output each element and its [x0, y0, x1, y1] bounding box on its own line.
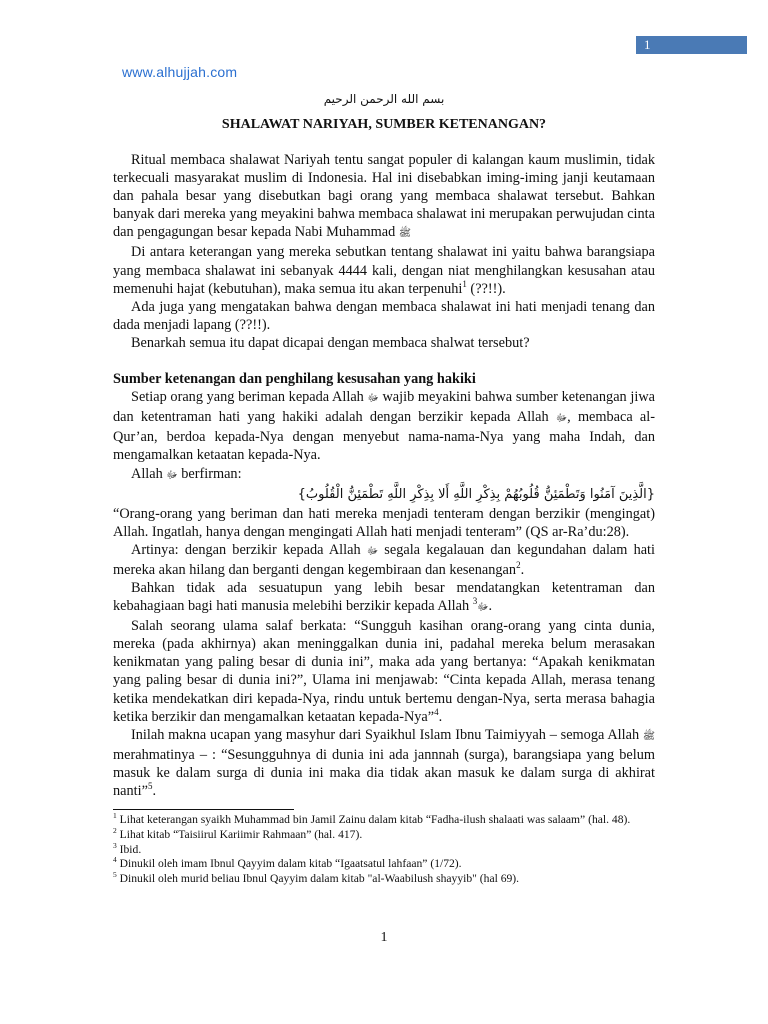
- footnote-ref-3[interactable]: 3: [472, 596, 478, 607]
- paragraph-6: Allah ﷻ berfirman:: [131, 465, 242, 482]
- section-heading: Sumber ketenangan dan penghilang kesusahan yang hakiki: [113, 371, 476, 388]
- document-title: SHALAWAT NARIYAH, SUMBER KETENANGAN?: [221, 117, 547, 132]
- quran-verse-translation: “Orang-orang yang beriman dan hati mereka menjadi tenteram dengan berzikir (mengingat) Allah. Ingatlah, hanya dengan mengingati Allah hati menjadi tenteram” (QS ar-Ra’du:28).: [113, 505, 655, 540]
- site-url-link[interactable]: www.alhujjah.com: [122, 64, 238, 80]
- honorific-icon: ﷺ: [398, 228, 411, 240]
- paragraph-9: Salah seorang ulama salaf berkata: “Sungguh kasihan orang-orang yang cinta dunia, mereka (pada akhirnya) akan meninggalkan dunia ini, padahal mereka belum merasakan kenikmatan yang paling besar di dunia ini”, maka ada yang bertanya: “Apakah kenikmatan yang paling besar di dunia ini?”, Ulama ini menjawab: “Cinta kepada Allah, merasa tenang ketika mendekatkan diri kepada-Nya, rindu untuk bertemu dengan-Nya, serta merasa bahagia ketika berzikir dan mengamalkan ketaatan kepada-Nya”$^4$.: [113, 618, 655, 725]
- paragraph-10: Inilah makna ucapan yang masyhur dari Syaikhul Islam Ibnu Taimiyyah – semoga Allah ﷺ merahmatinya – : “Sesungguhnya di dunia ini ada jannnah (surga), barangsiapa yang belum masuk ke dalam surga di dunia ini maka dia tidak akan masuk ke dalam surga di akhirat nanti”$^5$.: [113, 726, 655, 799]
- paragraph-7: Artinya: dengan berzikir kepada Allah ﷻ segala kegalauan dan kegundahan dalam hati mereka akan hilang dan berganti dengan kegembiraan dan kesenangan$^2$.: [113, 541, 656, 578]
- footnote-4: $^4$ Dinukil oleh imam Ibnul Qayyim dalam kitab “Igaatsatul lahfaan” (1/72).: [113, 855, 462, 871]
- footnote-ref-4[interactable]: 4: [434, 706, 439, 717]
- footnote-ref-1[interactable]: 1: [462, 278, 467, 289]
- quran-verse-arabic: {الَّذِينَ آمَنُوا وَتَطْمَئِنُّ قُلُوبُهُمْ بِذِكْرِ اللَّهِ أَلا بِذِكْرِ اللَّهِ تَطْمَئِنُّ الْقُلُوبُ}: [297, 486, 655, 502]
- page-number-badge: 1: [636, 36, 747, 54]
- footnote-3: $^3$ Ibid.: [113, 840, 142, 856]
- footnote-2: $^2$ Lihat kitab “Taisiirul Kariimir Rahmaan” (hal. 417).: [113, 825, 363, 841]
- document-body: [113, 151, 655, 800]
- honorific-icon: ﷻ: [366, 545, 379, 557]
- honorific-icon: ﷻ: [555, 413, 568, 425]
- paragraph-8: Bahkan tidak ada sesuatupun yang lebih besar mendatangkan ketentraman dan kebahagiaan bagi hati manusia melebihi berzikir kepada Allah ﷻ$^3$ .: [113, 579, 655, 615]
- honorific-icon: ﷻ: [367, 393, 379, 405]
- footnote-ref-5[interactable]: 5: [147, 781, 153, 792]
- honorific-icon: ﷺ: [642, 730, 655, 742]
- page-number: 1: [380, 930, 388, 945]
- paragraph-2: Di antara keterangan yang mereka sebutkan tentang shalawat ini yaitu bahwa barangsiapa yang membaca shalawat ini sebanyak 4444 kali, dengan niat menghilangkan kesusahan atau memenuhi hajat (kebutuhan), maka semua itu akan terpenuhi$^1$ (??!!).: [113, 244, 655, 297]
- paragraph-3: Ada juga yang mengatakan bahwa dengan membaca shalawat ini hati menjadi tenang dan dada menjadi lapang (??!!).: [113, 298, 655, 333]
- footnotes: [113, 813, 658, 887]
- paragraph-4: Benarkah semua itu dapat dicapai dengan membaca shalwat tersebut?: [131, 334, 530, 351]
- footnote-divider: [113, 809, 294, 810]
- footnote-ref-2[interactable]: 2: [516, 560, 521, 571]
- honorific-icon: ﷻ: [166, 469, 178, 481]
- footnote-1: $^1$ Lihat keterangan syaikh Muhammad bin Jamil Zainu dalam kitab “Fadha-ilush shalaati was salaam” (hal. 48).: [113, 811, 631, 826]
- paragraph-1: Ritual membaca shalawat Nariyah tentu sangat populer di kalangan kaum muslimin, tidak terkecuali masyarakat muslim di Indonesia. Hal ini disebabkan iming-iming janji keutamaan dan pahala besar yang disebutkan bagi orang yang membaca shalawat tersebut. Bahkan banyak dari mereka yang meyakini bahwa membaca shalawat ini merupakan perwujudan cinta dan pengagungan besar kepada Nabi Muhammad ﷺ: [113, 152, 655, 241]
- footnote-5: $^5$ Dinukil oleh murid beliau Ibnul Qayyim dalam kitab "al-Waabilush shayyib" (hal 69).: [113, 870, 520, 886]
- paragraph-5: Setiap orang yang beriman kepada Allah ﷻ wajib meyakini bahwa sumber ketenangan jiwa dan ketentraman hati yang hakiki adalah dengan berzikir kepada Allah ﷻ, membaca al-Qur’an, berdoa kepada-Nya dengan menyebut nama-nama-Nya yang maha Indah, dan mengamalkan ketaatan kepada-Nya.: [113, 389, 655, 464]
- basmala: بسم الله الرحمن الرحيم: [323, 92, 445, 106]
- honorific-icon: ﷻ: [477, 602, 489, 614]
